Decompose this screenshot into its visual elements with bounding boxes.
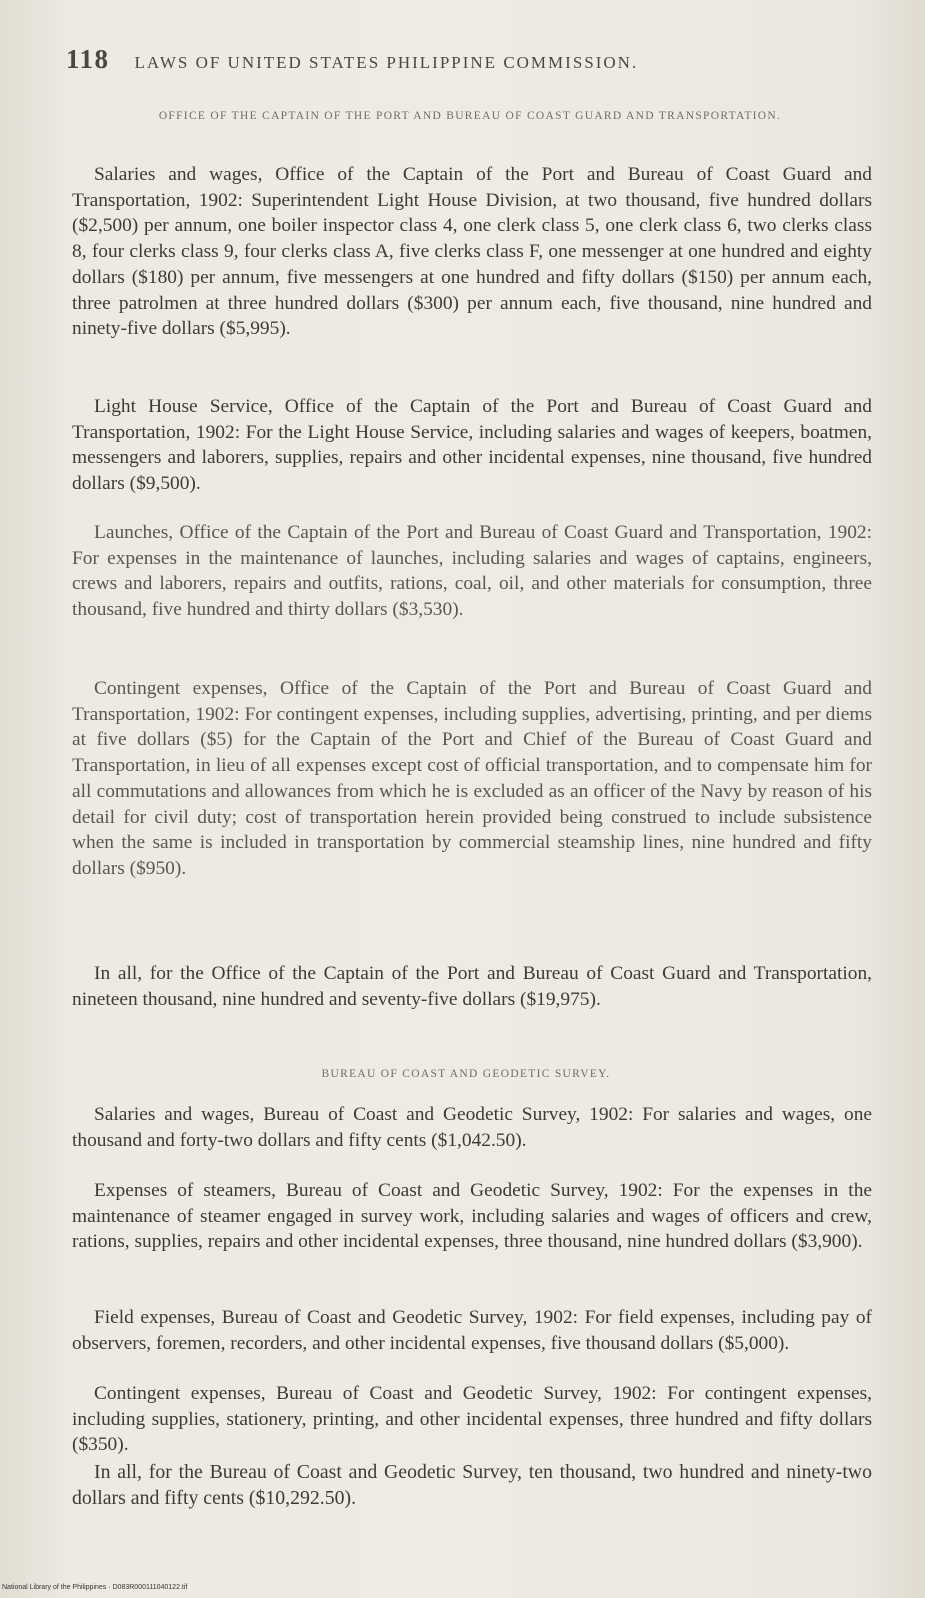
paragraph-light-house-service: Light House Service, Office of the Captain of the Port and Bureau of Coast Guard and Transportation, 1902: For the Light House Service, including salaries and wages of keepers, boatmen, messengers and laborers, supplies, repairs and other incidental expenses, nine thousand, five hundred dollars ($9,500). <box>72 396 872 495</box>
paragraph-contingent-coast-geodetic: Contingent expenses, Bureau of Coast and Geodetic Survey, 1902: For contingent expenses, including supplies, stationery, printing, and other incidental expenses, three hundred and fifty dollars ($350). <box>72 1383 872 1456</box>
paragraph-launches: Launches, Office of the Captain of the Port and Bureau of Coast Guard and Transportation, 1902: For expenses in the maintenance of launches, including salaries and wages of captains, engineers, crews and laborers, repairs and outfits, rations, coal, oil, and other materials for consumption, three thousand, five hundred and thirty dollars ($3,530). <box>72 522 872 621</box>
paragraph-contingent-captain-port: Contingent expenses, Office of the Captain of the Port and Bureau of Coast Guard and Transportation, 1902: For contingent expenses, including supplies, advertising, printing, and per diems at five dollars ($5) for the Captain of the Port and Chief of the Bureau of Coast Guard and Transportation, in lieu of all expenses except cost of official transportation, and to compensate him for all commutations and allowances from which he is excluded as an officer of the Navy by reason of his detail for civil duty; cost of transportation herein provided being construed to include subsistence when the same is included in transportation by commercial steamship lines, nine hundred and fifty dollars ($950). <box>72 678 872 879</box>
page-header <box>66 44 866 75</box>
paragraph-salaries-coast-geodetic: Salaries and wages, Bureau of Coast and Geodetic Survey, 1902: For salaries and wages, one thousand and forty-two dollars and fifty cents ($1,042.50). <box>72 1104 872 1151</box>
running-title: LAWS OF UNITED STATES PHILIPPINE COMMISSION. <box>134 53 639 72</box>
scan-footer-label: National Library of the Philippines · D083R000111040122.tif <box>2 1584 188 1591</box>
paragraph-expenses-steamers: Expenses of steamers, Bureau of Coast and Geodetic Survey, 1902: For the expenses in the maintenance of steamer engaged in survey work, including salaries and wages of officers and crew, rations, supplies, repairs and other incidental expenses, three thousand, nine hundred dollars ($3,900). <box>72 1180 872 1253</box>
section-title-captain-of-port: OFFICE OF THE CAPTAIN OF THE PORT AND BUREAU OF COAST GUARD AND TRANSPORTATION. <box>158 110 782 122</box>
paragraph-total-coast-geodetic: In all, for the Bureau of Coast and Geodetic Survey, ten thousand, two hundred and ninety-two dollars and fifty cents ($10,292.50). <box>72 1461 872 1509</box>
paragraph-total-captain-port: In all, for the Office of the Captain of the Port and Bureau of Coast Guard and Transportation, nineteen thousand, nine hundred and seventy-five dollars ($19,975). <box>72 963 872 1010</box>
paragraph-salaries-captain-port: Salaries and wages, Office of the Captain of the Port and Bureau of Coast Guard and Transportation, 1902: Superintendent Light House Division, at two thousand, five hundred dollars ($2,500) per annum, one boiler inspector class 4, one clerk class 5, one clerk class 6, two clerks class 8, four clerks class 9, four clerks class A, five clerks class F, one messenger at one hundred and eighty dollars ($180) per annum, five messengers at one hundred and fifty dollars ($150) per annum each, three patrolmen at three hundred dollars ($300) per annum each, five thousand, nine hundred and ninety-five dollars ($5,995). <box>72 164 872 340</box>
page-number: 118 <box>66 44 110 74</box>
section-title-coast-geodetic: BUREAU OF COAST AND GEODETIC SURVEY. <box>321 1068 611 1080</box>
paragraph-field-expenses: Field expenses, Bureau of Coast and Geodetic Survey, 1902: For field expenses, including pay of observers, foremen, recorders, and other incidental expenses, five thousand dollars ($5,000). <box>72 1307 872 1354</box>
